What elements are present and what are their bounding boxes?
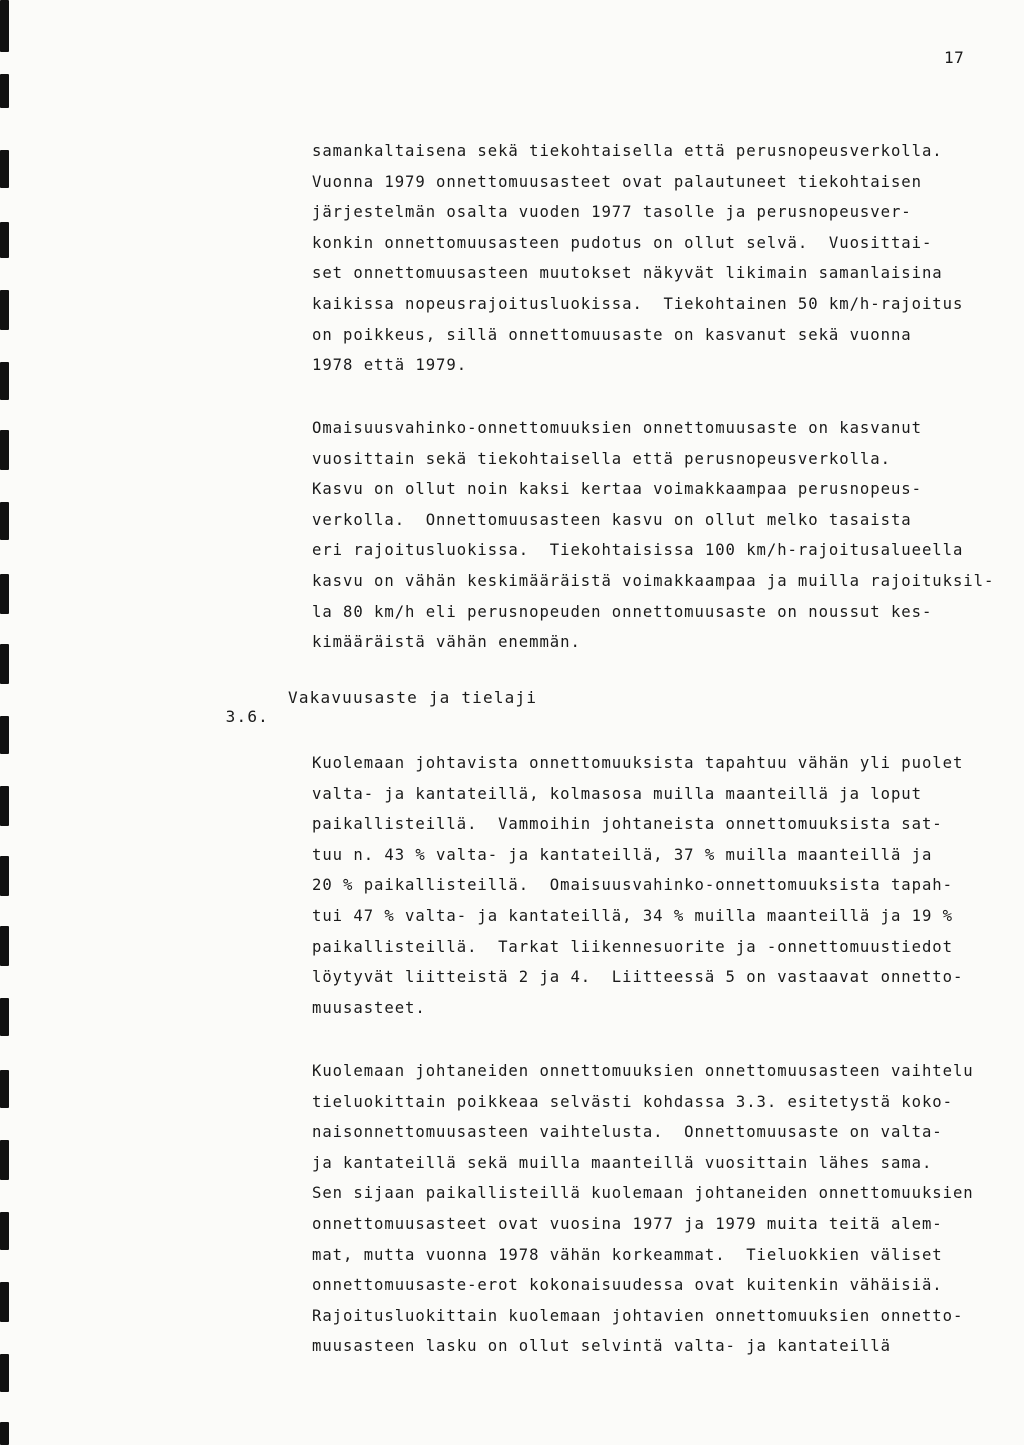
section-number: 3.6. xyxy=(225,707,270,726)
text-line: naisonnettomuusasteen vaihtelusta. Onnettomuusaste on valta- xyxy=(312,1123,943,1142)
binding-mark xyxy=(0,502,9,540)
binding-mark xyxy=(0,362,9,400)
text-line: ja kantateillä sekä muilla maanteillä vuosittain lähes sama. xyxy=(312,1153,933,1172)
text-line: järjestelmän osalta vuoden 1977 tasolle ja perusnopeusver- xyxy=(312,203,912,222)
text-line: muusasteet. xyxy=(312,998,426,1017)
text-line: eri rajoitusluokissa. Tiekohtaisissa 100 km/h-rajoitusalueella xyxy=(312,541,964,560)
binding-mark xyxy=(0,1212,9,1250)
text-line: on poikkeus, sillä onnettomuusaste on kasvanut sekä vuonna xyxy=(312,325,912,344)
paragraph xyxy=(312,1056,992,1362)
text-line: Kuolemaan johtavista onnettomuuksista tapahtuu vähän yli puolet xyxy=(312,754,964,772)
binding-mark xyxy=(0,1422,9,1445)
text-line: muusasteen lasku on ollut selvintä valta- ja kantateillä xyxy=(312,1337,891,1356)
text-line: Vuonna 1979 onnettomuusasteet ovat palautuneet tiekohtaisen xyxy=(312,172,922,191)
binding-mark xyxy=(0,574,9,614)
text-line: konkin onnettomuusasteen pudotus on ollut selvä. Vuosittai- xyxy=(312,233,933,252)
page-number: 17 xyxy=(944,48,965,67)
binding-mark xyxy=(0,74,9,108)
binding-mark xyxy=(0,290,9,330)
text-line: 20 % paikallisteillä. Omaisuusvahinko-onnettomuuksista tapah- xyxy=(312,876,953,895)
paragraph xyxy=(312,413,995,658)
text-line: kimääräistä vähän enemmän. xyxy=(312,633,581,652)
text-line: tieluokittain poikkeaa selvästi kohdassa 3.3. esitetystä koko- xyxy=(312,1092,953,1111)
binding-mark xyxy=(0,716,9,754)
text-line: Sen sijaan paikallisteillä kuolemaan johtaneiden onnettomuuksien xyxy=(312,1184,974,1203)
binding-mark xyxy=(0,1282,9,1322)
binding-mark xyxy=(0,926,9,966)
binding-mark xyxy=(0,430,9,470)
text-line: Rajoitusluokittain kuolemaan johtavien onnettomuuksien onnetto- xyxy=(312,1306,964,1325)
binding-mark xyxy=(0,1070,9,1108)
text-line: valta- ja kantateillä, kolmasosa muilla maanteillä ja loput xyxy=(312,784,922,803)
paragraph xyxy=(312,748,992,1023)
text-line: kasvu on vähän keskimääräistä voimakkaampaa ja muilla rajoituksil- xyxy=(312,571,995,590)
section-title: Vakavuusaste ja tielaji xyxy=(288,688,538,707)
binding-mark xyxy=(0,786,9,826)
binding-mark xyxy=(0,0,9,52)
binding-mark xyxy=(0,856,9,896)
text-line: tui 47 % valta- ja kantateillä, 34 % muilla maanteillä ja 19 % xyxy=(312,906,953,925)
text-line: set onnettomuusasteen muutokset näkyvät likimain samanlaisina xyxy=(312,264,943,283)
text-line: tuu n. 43 % valta- ja kantateillä, 37 % muilla maanteillä ja xyxy=(312,845,933,864)
text-line: Kasvu on ollut noin kaksi kertaa voimakkaampaa perusnopeus- xyxy=(312,480,922,499)
text-line: onnettomuusaste-erot kokonaisuudessa ovat kuitenkin vähäisiä. xyxy=(312,1276,943,1295)
text-line: Kuolemaan johtaneiden onnettomuuksien onnettomuusasteen vaihtelu xyxy=(312,1062,974,1080)
binding-mark xyxy=(0,998,9,1036)
text-line: 1978 että 1979. xyxy=(312,356,468,375)
text-line: paikallisteillä. Vammoihin johtaneista onnettomuuksista sat- xyxy=(312,815,943,834)
text-line: verkolla. Onnettomuusasteen kasvu on ollut melko tasaista xyxy=(312,510,912,529)
binding-strip xyxy=(0,0,40,1445)
text-line: mat, mutta vuonna 1978 vähän korkeammat. Tieluokkien väliset xyxy=(312,1245,943,1264)
text-line: paikallisteillä. Tarkat liikennesuorite ja -onnettomuustiedot xyxy=(312,937,953,956)
text-line: la 80 km/h eli perusnopeuden onnettomuusaste on noussut kes- xyxy=(312,602,933,621)
paragraph xyxy=(312,136,992,381)
binding-mark xyxy=(0,644,9,684)
text-line: vuosittain sekä tiekohtaisella että perusnopeusverkolla. xyxy=(312,449,891,468)
binding-mark xyxy=(0,1140,9,1180)
section-heading xyxy=(204,688,538,745)
text-line: onnettomuusasteet ovat vuosina 1977 ja 1979 muita teitä alem- xyxy=(312,1214,943,1233)
text-line: löytyvät liitteistä 2 ja 4. Liitteessä 5 on vastaavat onnetto- xyxy=(312,968,964,987)
text-line: samankaltaisena sekä tiekohtaisella että perusnopeusverkolla. xyxy=(312,142,943,160)
binding-mark xyxy=(0,150,9,188)
binding-mark xyxy=(0,222,9,258)
text-line: kaikissa nopeusrajoitusluokissa. Tiekohtainen 50 km/h-rajoitus xyxy=(312,294,964,313)
binding-mark xyxy=(0,1354,9,1392)
text-line: Omaisuusvahinko-onnettomuuksien onnettomuusaste on kasvanut xyxy=(312,419,922,437)
